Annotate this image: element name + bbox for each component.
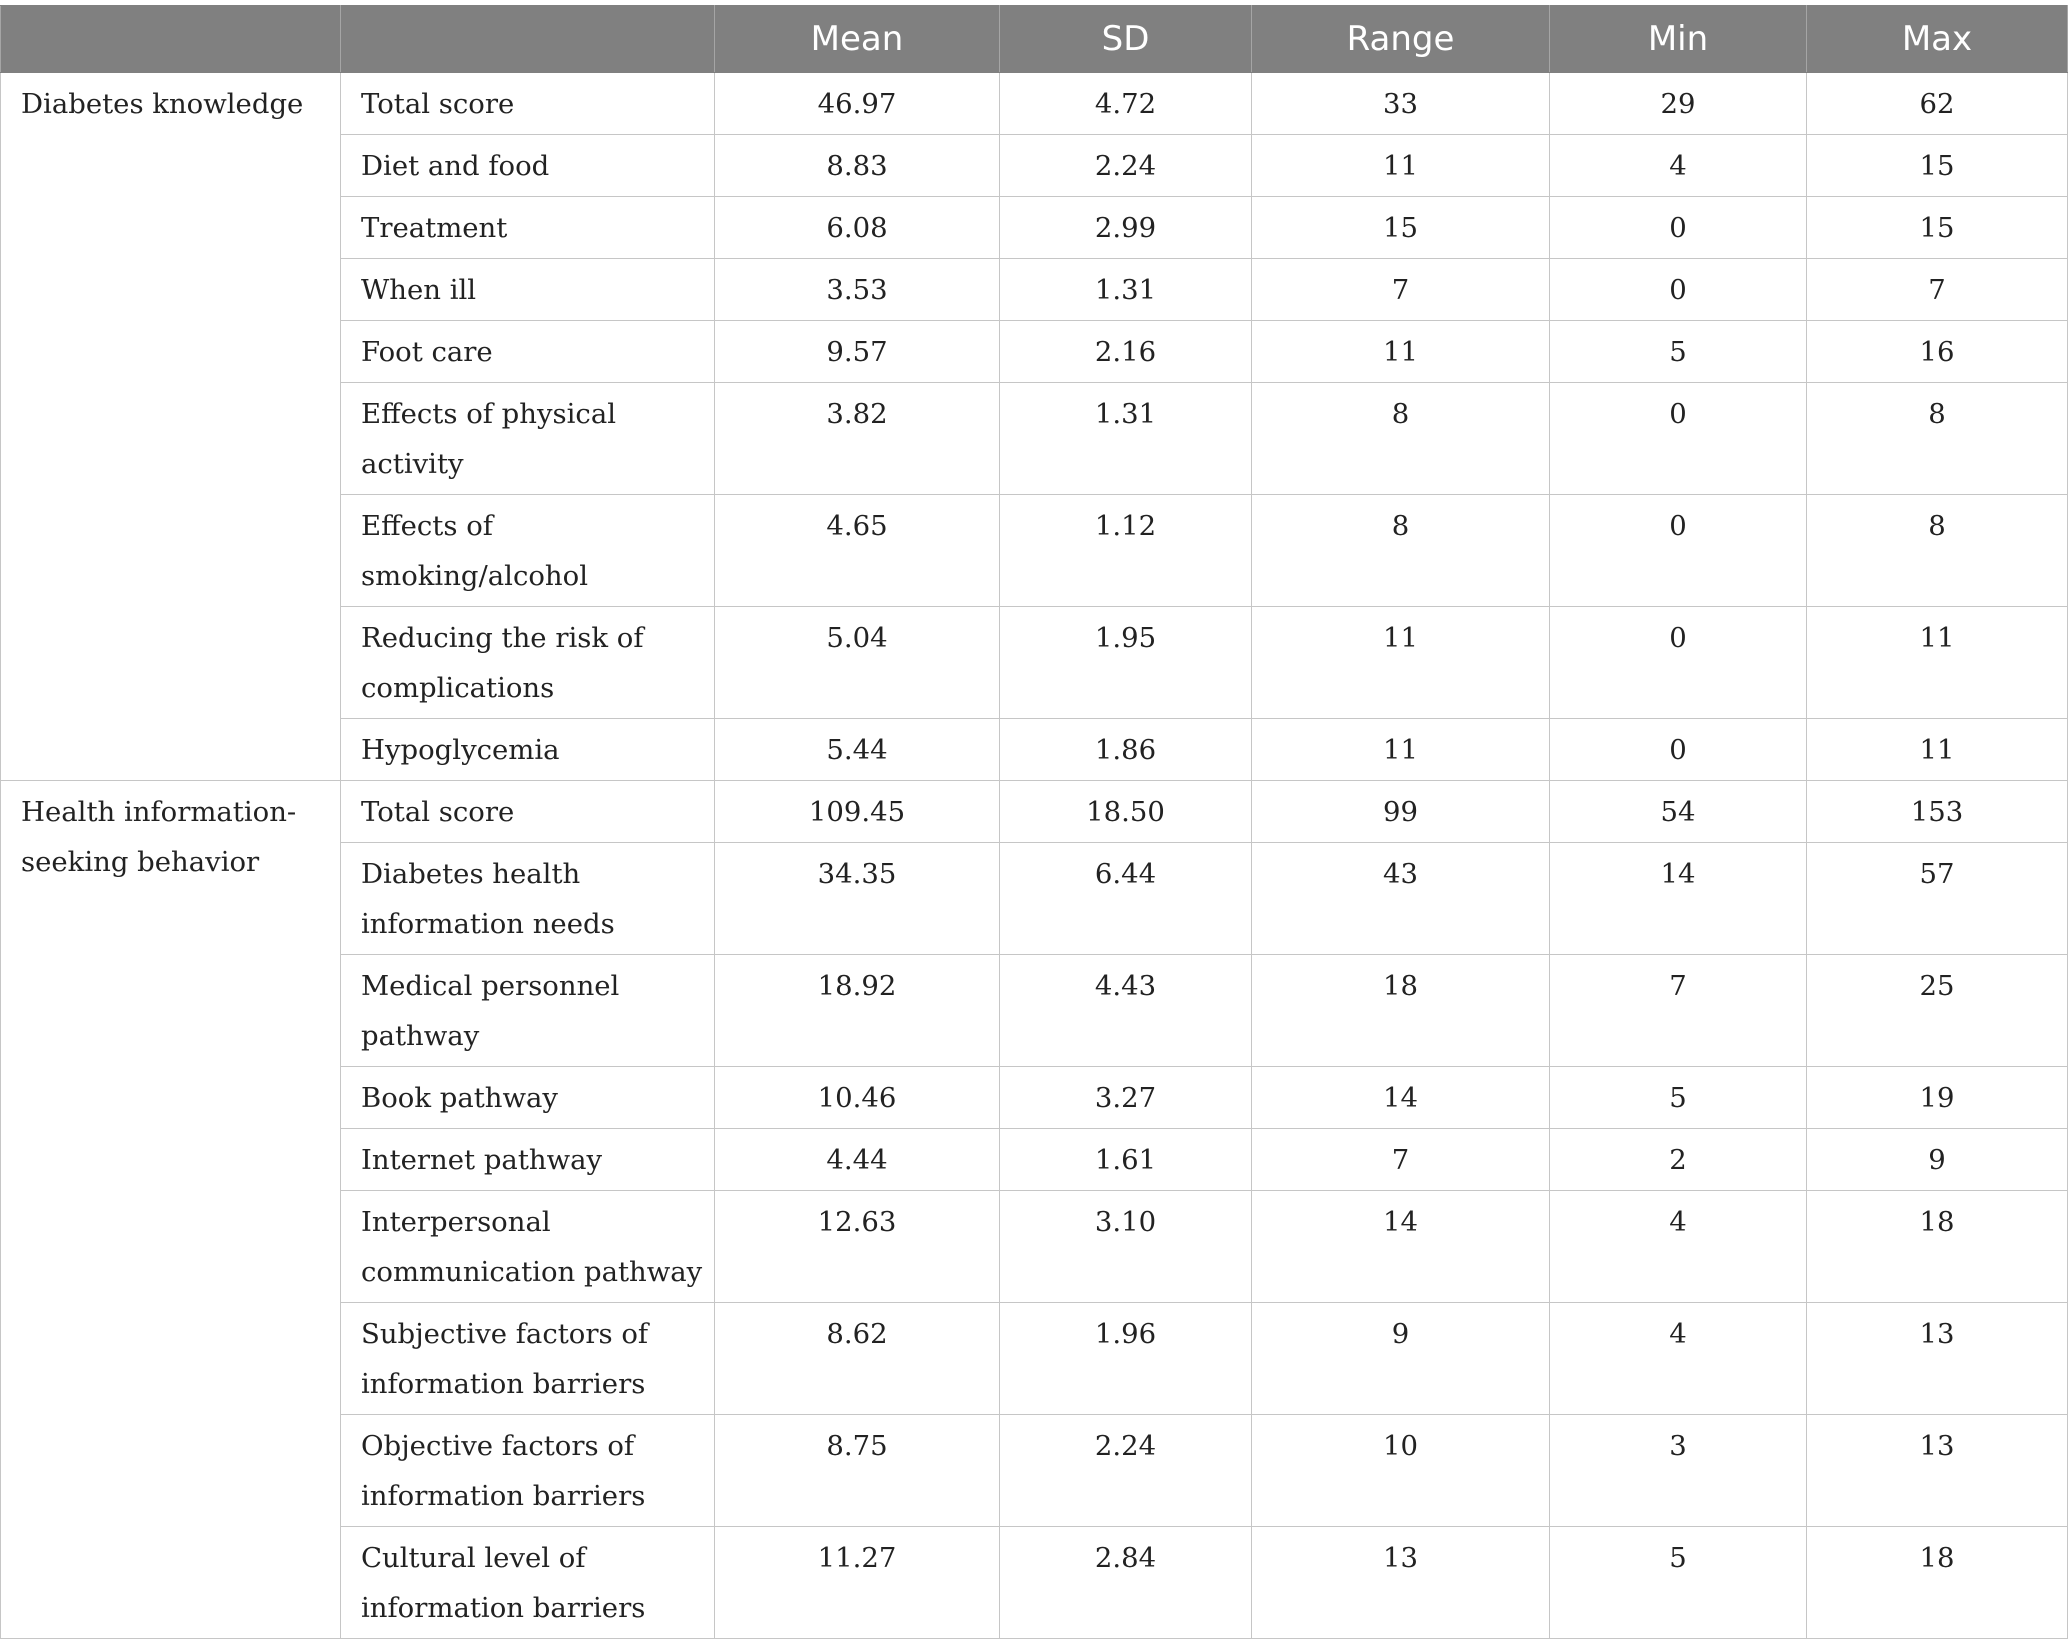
cell-mean: 11.27 [715,1527,1000,1639]
cell-min: 2 [1550,1129,1807,1191]
cell-range: 11 [1252,321,1550,383]
cell-range: 11 [1252,607,1550,719]
cell-mean: 109.45 [715,781,1000,843]
item-label: Total score [341,73,715,135]
cell-max: 19 [1807,1067,2068,1129]
cell-max: 15 [1807,135,2068,197]
cell-sd: 1.31 [1000,259,1252,321]
cell-min: 14 [1550,843,1807,955]
table-row [1,73,2068,135]
table-row [1,781,2068,843]
header-sd: SD [1000,6,1252,73]
cell-range: 7 [1252,1129,1550,1191]
cell-range: 10 [1252,1415,1550,1527]
item-label: Reducing the risk of complications [341,607,715,719]
cell-max: 13 [1807,1415,2068,1527]
item-label: When ill [341,259,715,321]
cell-sd: 6.44 [1000,843,1252,955]
item-label: Diabetes health information needs [341,843,715,955]
group-label: Health information-seeking behavior [1,781,341,1639]
cell-range: 14 [1252,1067,1550,1129]
statistics-table [0,5,2068,1639]
item-label: Effects of physical activity [341,383,715,495]
cell-range: 18 [1252,955,1550,1067]
cell-min: 5 [1550,321,1807,383]
cell-sd: 2.84 [1000,1527,1252,1639]
header-mean: Mean [715,6,1000,73]
cell-sd: 18.50 [1000,781,1252,843]
cell-sd: 3.27 [1000,1067,1252,1129]
cell-mean: 10.46 [715,1067,1000,1129]
table-body [1,73,2068,1639]
cell-range: 99 [1252,781,1550,843]
cell-mean: 5.04 [715,607,1000,719]
cell-sd: 4.43 [1000,955,1252,1067]
cell-max: 62 [1807,73,2068,135]
cell-sd: 1.12 [1000,495,1252,607]
cell-max: 18 [1807,1527,2068,1639]
header-group [1,6,341,73]
cell-min: 3 [1550,1415,1807,1527]
cell-max: 11 [1807,719,2068,781]
cell-sd: 2.16 [1000,321,1252,383]
cell-max: 8 [1807,495,2068,607]
cell-max: 13 [1807,1303,2068,1415]
item-label: Treatment [341,197,715,259]
cell-max: 18 [1807,1191,2068,1303]
cell-range: 7 [1252,259,1550,321]
group-label: Diabetes knowledge [1,73,341,781]
cell-min: 4 [1550,135,1807,197]
cell-sd: 4.72 [1000,73,1252,135]
item-label: Cultural level of information barriers [341,1527,715,1639]
cell-range: 33 [1252,73,1550,135]
cell-mean: 9.57 [715,321,1000,383]
item-label: Subjective factors of information barriers [341,1303,715,1415]
cell-sd: 1.31 [1000,383,1252,495]
cell-max: 153 [1807,781,2068,843]
item-label: Internet pathway [341,1129,715,1191]
cell-range: 43 [1252,843,1550,955]
item-label: Effects of smoking/alcohol [341,495,715,607]
cell-mean: 4.65 [715,495,1000,607]
cell-mean: 12.63 [715,1191,1000,1303]
cell-mean: 8.62 [715,1303,1000,1415]
cell-max: 11 [1807,607,2068,719]
cell-mean: 5.44 [715,719,1000,781]
cell-min: 4 [1550,1191,1807,1303]
cell-sd: 1.86 [1000,719,1252,781]
cell-min: 0 [1550,197,1807,259]
item-label: Hypoglycemia [341,719,715,781]
statistics-table-container [0,5,2067,1639]
header-item [341,6,715,73]
cell-range: 11 [1252,719,1550,781]
cell-min: 29 [1550,73,1807,135]
cell-sd: 1.95 [1000,607,1252,719]
item-label: Interpersonal communication pathway [341,1191,715,1303]
cell-min: 0 [1550,495,1807,607]
cell-mean: 46.97 [715,73,1000,135]
item-label: Foot care [341,321,715,383]
cell-mean: 8.75 [715,1415,1000,1527]
header-row [1,6,2068,73]
cell-max: 8 [1807,383,2068,495]
header-min: Min [1550,6,1807,73]
cell-min: 4 [1550,1303,1807,1415]
cell-max: 15 [1807,197,2068,259]
cell-max: 9 [1807,1129,2068,1191]
item-label: Medical personnel pathway [341,955,715,1067]
cell-range: 14 [1252,1191,1550,1303]
cell-mean: 34.35 [715,843,1000,955]
cell-sd: 2.24 [1000,1415,1252,1527]
cell-max: 7 [1807,259,2068,321]
cell-sd: 1.61 [1000,1129,1252,1191]
cell-min: 0 [1550,607,1807,719]
cell-min: 0 [1550,719,1807,781]
header-range: Range [1252,6,1550,73]
table-header [1,6,2068,73]
cell-range: 15 [1252,197,1550,259]
cell-min: 0 [1550,259,1807,321]
cell-range: 13 [1252,1527,1550,1639]
cell-max: 57 [1807,843,2068,955]
cell-max: 25 [1807,955,2068,1067]
cell-range: 11 [1252,135,1550,197]
cell-range: 8 [1252,495,1550,607]
item-label: Book pathway [341,1067,715,1129]
cell-max: 16 [1807,321,2068,383]
item-label: Diet and food [341,135,715,197]
cell-min: 54 [1550,781,1807,843]
cell-mean: 3.82 [715,383,1000,495]
item-label: Objective factors of information barriers [341,1415,715,1527]
cell-mean: 18.92 [715,955,1000,1067]
cell-mean: 8.83 [715,135,1000,197]
header-max: Max [1807,6,2068,73]
cell-sd: 3.10 [1000,1191,1252,1303]
cell-min: 5 [1550,1067,1807,1129]
cell-sd: 2.99 [1000,197,1252,259]
cell-sd: 2.24 [1000,135,1252,197]
cell-mean: 3.53 [715,259,1000,321]
cell-sd: 1.96 [1000,1303,1252,1415]
cell-mean: 4.44 [715,1129,1000,1191]
item-label: Total score [341,781,715,843]
cell-range: 9 [1252,1303,1550,1415]
cell-min: 0 [1550,383,1807,495]
cell-mean: 6.08 [715,197,1000,259]
cell-min: 5 [1550,1527,1807,1639]
cell-range: 8 [1252,383,1550,495]
cell-min: 7 [1550,955,1807,1067]
